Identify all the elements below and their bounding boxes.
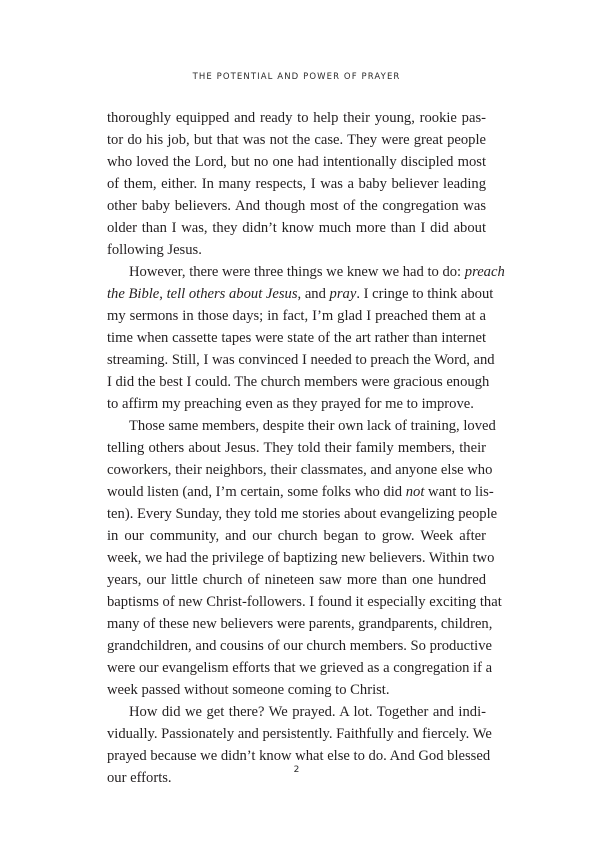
text-line xyxy=(107,481,494,503)
text-line: thoroughly equipped and ready to help their young, rookie pas- xyxy=(107,110,486,126)
text-line: grandchildren, and cousins of our church members. So productive xyxy=(107,638,493,654)
text-line: other baby believers. And though most of the congregation was xyxy=(107,198,486,214)
text-line: years, our little church of nineteen saw more than one hundred xyxy=(107,572,486,588)
emphasis-text: preach xyxy=(464,264,505,280)
text-line: tor do his job, but that was not the case. They were great people xyxy=(107,132,486,148)
text-line xyxy=(107,261,505,283)
text-segment: want to lis- xyxy=(424,484,494,500)
text-line: to affirm my preaching even as they prayed for me to improve. xyxy=(107,396,474,412)
text-line: coworkers, their neighbors, their classmates, and anyone else who xyxy=(107,462,493,478)
text-line: streaming. Still, I was convinced I needed to preach the Word, and xyxy=(107,352,495,368)
running-header: THE POTENTIAL AND POWER OF PRAYER xyxy=(192,72,401,82)
emphasis-text: the Bible xyxy=(107,286,160,302)
text-segment: , xyxy=(159,286,167,302)
text-line: older than I was, they didn’t know much more than I did about xyxy=(107,220,486,236)
text-segment: . I cringe to think about xyxy=(356,286,494,302)
text-line: following Jesus. xyxy=(107,242,202,258)
text-segment: would listen (and, I’m certain, some folks who did xyxy=(107,484,406,500)
text-line: many of these new believers were parents, grandparents, children, xyxy=(107,616,493,632)
text-line: vidually. Passionately and persistently. Faithfully and fiercely. We xyxy=(107,726,492,742)
text-line: my sermons in those days; in fact, I’m glad I preached them at a xyxy=(107,308,486,324)
text-line: who loved the Lord, but no one had intentionally discipled most xyxy=(107,154,486,170)
emphasis-text: pray xyxy=(329,286,357,302)
text-line: our efforts. xyxy=(107,770,172,786)
emphasis-text: tell others about Jesus xyxy=(166,286,298,302)
text-line: week, we had the privilege of baptizing new believers. Within two xyxy=(107,550,495,566)
page-number: 2 xyxy=(293,765,300,775)
emphasis-text: not xyxy=(405,484,425,500)
text-line: of them, either. In many respects, I was a baby believer leading xyxy=(107,176,486,192)
paragraph-2 xyxy=(107,261,505,415)
text-line: time when cassette tapes were state of the art rather than internet xyxy=(107,330,486,346)
text-segment: , and xyxy=(297,286,330,302)
paragraph-4 xyxy=(107,701,492,789)
text-line: prayed because we didn’t know what else to do. And God blessed xyxy=(107,748,491,764)
paragraph-3 xyxy=(107,415,502,701)
text-line: telling others about Jesus. They told their family members, their xyxy=(107,440,486,456)
text-line: Those same members, despite their own lack of training, loved xyxy=(129,418,496,434)
text-line: were our evangelism efforts that we grieved as a congregation if a xyxy=(107,660,493,676)
text-line: week passed without someone coming to Christ. xyxy=(107,682,390,698)
text-line: ten). Every Sunday, they told me stories about evangelizing people xyxy=(107,506,498,522)
text-line xyxy=(107,283,494,305)
text-segment: However, there were three things we knew we had to do: xyxy=(129,264,465,280)
text-line: in our community, and our church began to grow. Week after xyxy=(107,528,486,544)
text-line: baptisms of new Christ-followers. I found it especially exciting that xyxy=(107,594,502,610)
text-line: How did we get there? We prayed. A lot. Together and indi- xyxy=(129,704,486,720)
body-text xyxy=(107,107,505,789)
paragraph-1 xyxy=(107,107,486,261)
text-line: I did the best I could. The church members were gracious enough xyxy=(107,374,490,390)
